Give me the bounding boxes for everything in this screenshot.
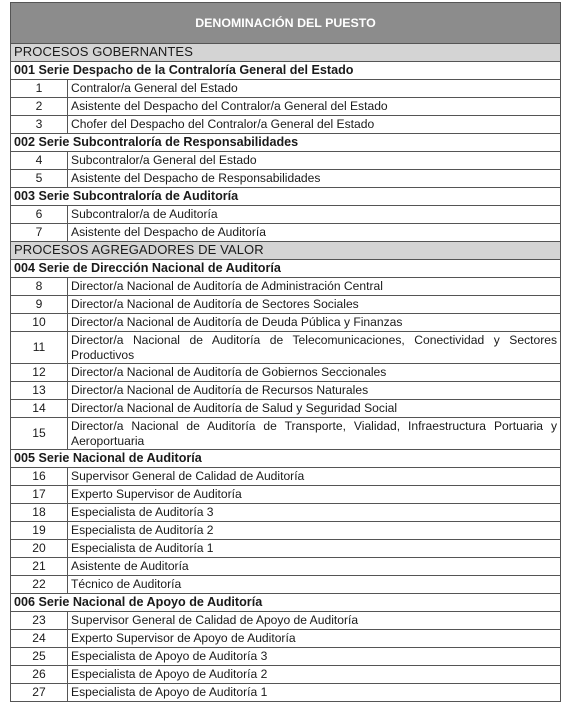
series-label: 005 Serie Nacional de Auditoría bbox=[11, 450, 561, 468]
table-row bbox=[11, 224, 561, 242]
row-number: 20 bbox=[11, 540, 68, 558]
table-row bbox=[11, 170, 561, 188]
row-number: 5 bbox=[11, 170, 68, 188]
table-row bbox=[11, 666, 561, 684]
row-number: 11 bbox=[11, 332, 68, 364]
row-number: 9 bbox=[11, 296, 68, 314]
row-number: 6 bbox=[11, 206, 68, 224]
position-title: Director/a Nacional de Auditoría de Transporte, Vialidad, Infraestructura Portuaria y Aeroportuaria bbox=[68, 418, 561, 450]
series-row bbox=[11, 594, 561, 612]
row-number: 22 bbox=[11, 576, 68, 594]
row-number: 19 bbox=[11, 522, 68, 540]
series-label: 001 Serie Despacho de la Contraloría General del Estado bbox=[11, 62, 561, 80]
position-title: Director/a Nacional de Auditoría de Recursos Naturales bbox=[68, 382, 561, 400]
row-number: 23 bbox=[11, 612, 68, 630]
series-row bbox=[11, 62, 561, 80]
category-row bbox=[11, 44, 561, 62]
table-row bbox=[11, 684, 561, 702]
position-title: Contralor/a General del Estado bbox=[68, 80, 561, 98]
series-row bbox=[11, 188, 561, 206]
table-row bbox=[11, 152, 561, 170]
position-title: Supervisor General de Calidad de Auditoría bbox=[68, 468, 561, 486]
position-title: Director/a Nacional de Auditoría de Sectores Sociales bbox=[68, 296, 561, 314]
position-title: Chofer del Despacho del Contralor/a General del Estado bbox=[68, 116, 561, 134]
position-title: Técnico de Auditoría bbox=[68, 576, 561, 594]
row-number: 14 bbox=[11, 400, 68, 418]
position-title: Subcontralor/a de Auditoría bbox=[68, 206, 561, 224]
row-number: 26 bbox=[11, 666, 68, 684]
row-number: 3 bbox=[11, 116, 68, 134]
series-label: 003 Serie Subcontraloría de Auditoría bbox=[11, 188, 561, 206]
table-header-row bbox=[11, 3, 561, 44]
table-row bbox=[11, 648, 561, 666]
row-number: 7 bbox=[11, 224, 68, 242]
series-row bbox=[11, 134, 561, 152]
table-row bbox=[11, 296, 561, 314]
row-number: 18 bbox=[11, 504, 68, 522]
position-title: Director/a Nacional de Auditoría de Deuda Pública y Finanzas bbox=[68, 314, 561, 332]
table-row bbox=[11, 486, 561, 504]
table-row bbox=[11, 576, 561, 594]
position-title: Director/a Nacional de Auditoría de Gobiernos Seccionales bbox=[68, 364, 561, 382]
row-number: 13 bbox=[11, 382, 68, 400]
position-title: Especialista de Apoyo de Auditoría 3 bbox=[68, 648, 561, 666]
table-row bbox=[11, 540, 561, 558]
row-number: 24 bbox=[11, 630, 68, 648]
table-row bbox=[11, 278, 561, 296]
position-table-container bbox=[10, 2, 561, 702]
table-row bbox=[11, 98, 561, 116]
series-row bbox=[11, 260, 561, 278]
table-row bbox=[11, 504, 561, 522]
table-row bbox=[11, 558, 561, 576]
table-row bbox=[11, 116, 561, 134]
category-label: PROCESOS AGREGADORES DE VALOR bbox=[11, 242, 561, 260]
position-title: Director/a Nacional de Auditoría de Salud y Seguridad Social bbox=[68, 400, 561, 418]
row-number: 15 bbox=[11, 418, 68, 450]
table-row bbox=[11, 382, 561, 400]
table-row bbox=[11, 522, 561, 540]
row-number: 12 bbox=[11, 364, 68, 382]
row-number: 2 bbox=[11, 98, 68, 116]
table-row bbox=[11, 364, 561, 382]
table-row bbox=[11, 468, 561, 486]
position-title: Asistente del Despacho de Auditoría bbox=[68, 224, 561, 242]
position-table bbox=[10, 2, 561, 702]
position-title: Director/a Nacional de Auditoría de Telecomunicaciones, Conectividad y Sectores Productivos bbox=[68, 332, 561, 364]
position-title: Asistente del Despacho de Responsabilidades bbox=[68, 170, 561, 188]
series-label: 004 Serie de Dirección Nacional de Auditoría bbox=[11, 260, 561, 278]
position-title: Especialista de Auditoría 3 bbox=[68, 504, 561, 522]
series-label: 006 Serie Nacional de Apoyo de Auditoría bbox=[11, 594, 561, 612]
position-title: Especialista de Auditoría 2 bbox=[68, 522, 561, 540]
row-number: 10 bbox=[11, 314, 68, 332]
table-row bbox=[11, 400, 561, 418]
table-row bbox=[11, 332, 561, 364]
category-row bbox=[11, 242, 561, 260]
table-header: DENOMINACIÓN DEL PUESTO bbox=[11, 3, 561, 44]
position-title: Experto Supervisor de Auditoría bbox=[68, 486, 561, 504]
position-title: Director/a Nacional de Auditoría de Administración Central bbox=[68, 278, 561, 296]
position-title: Experto Supervisor de Apoyo de Auditoría bbox=[68, 630, 561, 648]
row-number: 16 bbox=[11, 468, 68, 486]
table-row bbox=[11, 612, 561, 630]
position-title: Especialista de Auditoría 1 bbox=[68, 540, 561, 558]
table-row bbox=[11, 206, 561, 224]
position-title: Especialista de Apoyo de Auditoría 2 bbox=[68, 666, 561, 684]
table-row bbox=[11, 630, 561, 648]
row-number: 21 bbox=[11, 558, 68, 576]
position-title: Subcontralor/a General del Estado bbox=[68, 152, 561, 170]
row-number: 8 bbox=[11, 278, 68, 296]
table-body bbox=[11, 44, 561, 702]
position-title: Asistente de Auditoría bbox=[68, 558, 561, 576]
position-title: Asistente del Despacho del Contralor/a General del Estado bbox=[68, 98, 561, 116]
position-title: Especialista de Apoyo de Auditoría 1 bbox=[68, 684, 561, 702]
row-number: 27 bbox=[11, 684, 68, 702]
row-number: 17 bbox=[11, 486, 68, 504]
position-title: Supervisor General de Calidad de Apoyo de Auditoría bbox=[68, 612, 561, 630]
row-number: 25 bbox=[11, 648, 68, 666]
series-row bbox=[11, 450, 561, 468]
table-row bbox=[11, 314, 561, 332]
table-row bbox=[11, 80, 561, 98]
table-row bbox=[11, 418, 561, 450]
row-number: 4 bbox=[11, 152, 68, 170]
row-number: 1 bbox=[11, 80, 68, 98]
category-label: PROCESOS GOBERNANTES bbox=[11, 44, 561, 62]
series-label: 002 Serie Subcontraloría de Responsabilidades bbox=[11, 134, 561, 152]
